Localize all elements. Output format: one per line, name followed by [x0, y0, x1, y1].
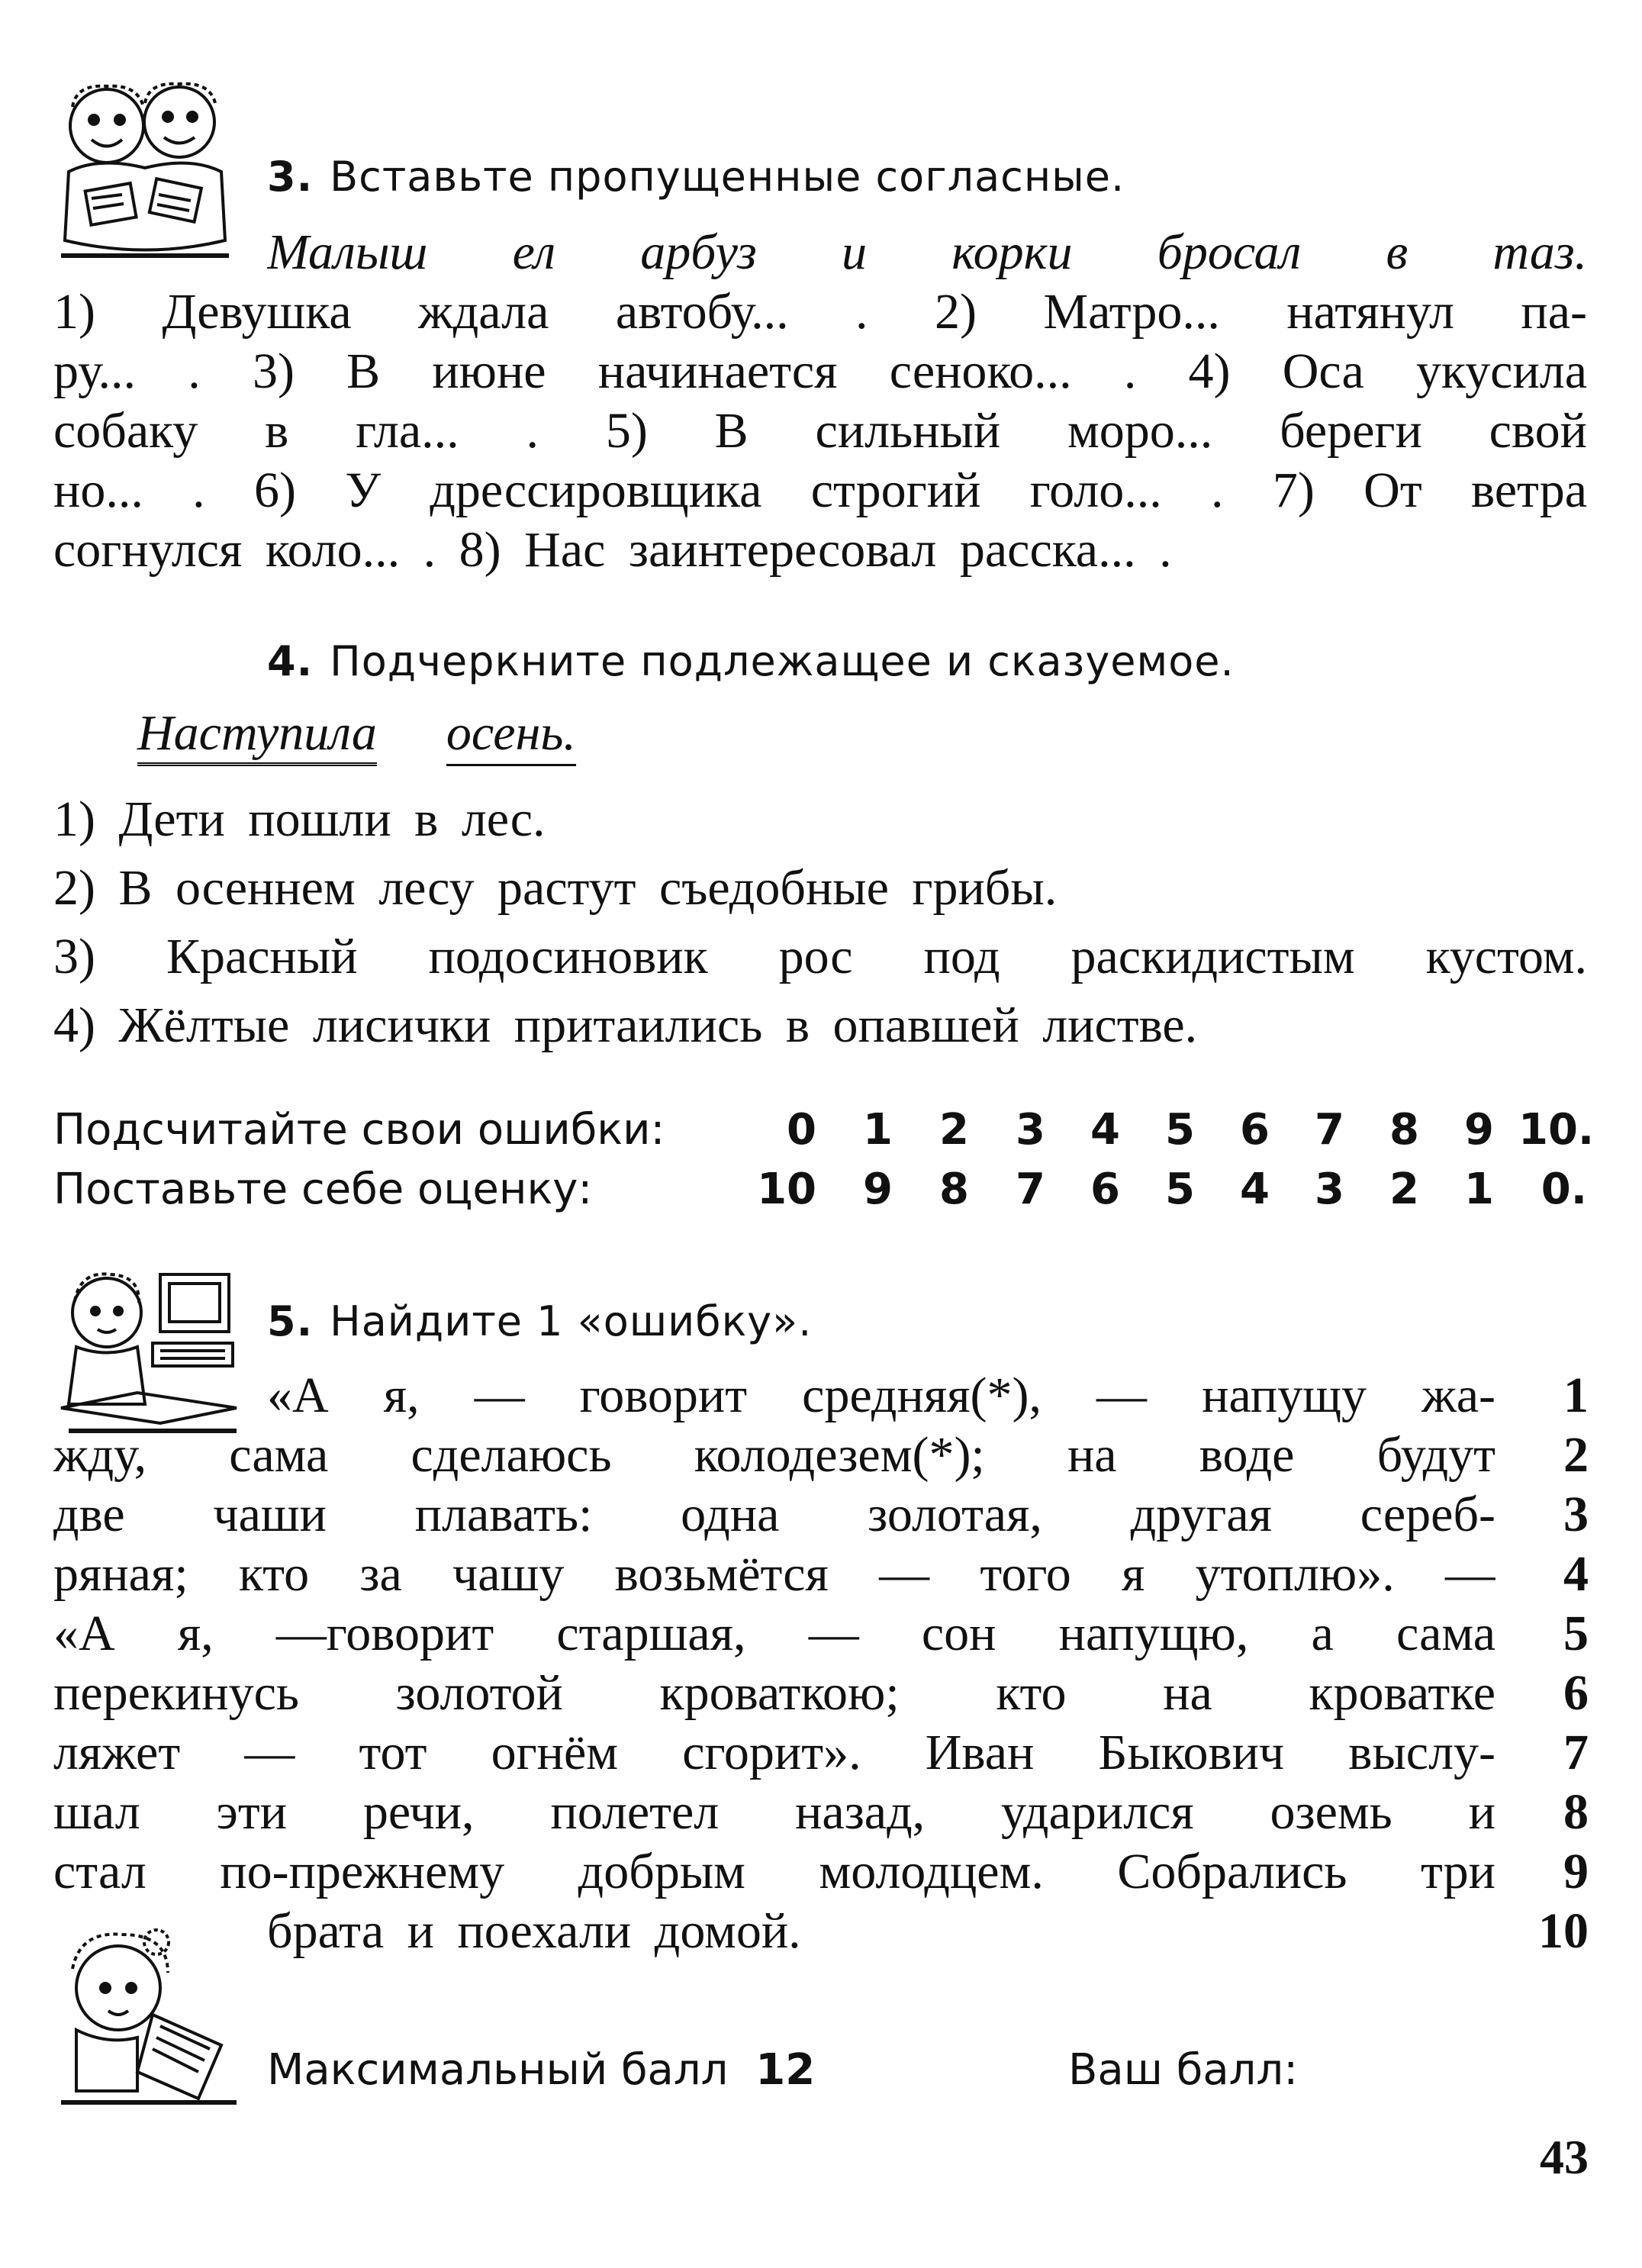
grade-value: 5 — [1165, 1165, 1195, 1214]
task4-example — [137, 704, 576, 763]
task4-header — [267, 637, 1235, 685]
line-number: 5 — [1563, 1606, 1589, 1661]
error-count: 7 — [1315, 1105, 1344, 1155]
error-count: 4 — [1090, 1105, 1120, 1155]
line-number: 2 — [1563, 1427, 1589, 1483]
task5-number: 5. — [267, 1297, 314, 1345]
error-count: 8 — [1389, 1105, 1419, 1155]
error-count: 6 — [1240, 1105, 1270, 1155]
error-count: 0 — [787, 1105, 816, 1155]
task3-line: ру... . 3) В июне начинается сеноко... . 4) Оса укусила — [53, 343, 1587, 399]
error-count: 9 — [1464, 1105, 1494, 1155]
boy-computer-icon — [46, 1259, 244, 1442]
task5-line: стал по-прежнему добрым молодцем. Собрались три — [53, 1844, 1496, 1899]
grade-value: 0. — [1541, 1165, 1587, 1214]
task5-line: ряная; кто за чашу возьмётся — того я утоплю». — — [53, 1546, 1496, 1602]
grade-value: 6 — [1090, 1165, 1120, 1214]
task3-line: собаку в гла... . 5) В сильный моро... береги свой — [53, 403, 1587, 459]
error-count: 10. — [1518, 1105, 1595, 1155]
your-score-label: Ваш балл: — [1068, 2045, 1299, 2095]
grade-value: 7 — [1016, 1165, 1045, 1214]
max-score-label: Максимальный балл — [267, 2045, 729, 2095]
example-predicate: Наступила — [137, 705, 377, 766]
grade-label: Поставьте себе оценку: — [53, 1165, 593, 1214]
task4-item: 3) Красный подосиновик рос под раскидистым кустом. — [53, 929, 1587, 984]
task3-line: но... . 6) У дрессировщика строгий голо... . 7) От ветра — [53, 462, 1587, 518]
task5-line: ляжет — тот огнём сгорит». Иван Быкович выслу- — [53, 1725, 1496, 1780]
example-word: бросал — [1157, 224, 1302, 280]
grade-value: 4 — [1240, 1165, 1270, 1214]
example-word: корки — [951, 224, 1073, 280]
task5-line: две чаши плавать: одна золотая, другая сереб- — [53, 1487, 1496, 1542]
line-number: 1 — [1563, 1368, 1589, 1423]
grade-value: 3 — [1315, 1165, 1344, 1214]
task5-line: «А я, — говорит средняя(*), — напущу жа- — [267, 1368, 1496, 1423]
line-number: 3 — [1563, 1487, 1589, 1542]
task5-line: жду, сама сделаюсь колодезем(*); на воде будут — [53, 1427, 1496, 1483]
task5-line: перекинусь золотой кроваткою; кто на кроватке — [53, 1665, 1496, 1721]
line-number: 6 — [1563, 1665, 1589, 1721]
girl-book-icon — [46, 1915, 244, 2114]
task4-item: 4) Жёлтые лисички притаились в опавшей листве. — [53, 997, 1198, 1053]
task3-instruction: Вставьте пропущенные согласные. — [330, 153, 1125, 201]
task3-number: 3. — [267, 153, 314, 201]
task5-instruction: Найдите 1 «ошибку». — [330, 1297, 813, 1345]
error-count: 1 — [863, 1105, 893, 1155]
grade-value: 10 — [757, 1165, 816, 1214]
task3-header — [267, 153, 1125, 201]
task3-line: 1) Девушка ждала автобу... . 2) Матро... натянул па- — [53, 284, 1587, 340]
error-count: 5 — [1165, 1105, 1195, 1155]
line-number: 8 — [1563, 1784, 1589, 1840]
max-score-value: 12 — [755, 2045, 816, 2095]
task4-item: 2) В осеннем лесу растут съедобные грибы. — [53, 860, 1058, 916]
line-number: 9 — [1563, 1844, 1589, 1899]
max-score — [267, 2045, 815, 2095]
grade-value: 2 — [1389, 1165, 1419, 1214]
task3-line: согнулся коло... . 8) Нас заинтересовал расска... . — [53, 522, 1172, 578]
task4-number: 4. — [267, 637, 314, 685]
task4-instruction: Подчеркните подлежащее и сказуемое. — [330, 637, 1235, 685]
line-number: 10 — [1538, 1903, 1589, 1959]
example-word: в — [1386, 224, 1409, 280]
example-word: арбуз — [640, 224, 757, 280]
task5-header — [267, 1297, 812, 1345]
line-number: 4 — [1563, 1546, 1589, 1602]
error-count: 2 — [939, 1105, 969, 1155]
task3-example — [267, 223, 1587, 282]
line-number: 7 — [1563, 1725, 1589, 1780]
children-cartoon-icon — [46, 72, 244, 271]
example-word: таз. — [1492, 224, 1587, 280]
example-word: и — [841, 224, 867, 280]
example-word: ел — [512, 224, 556, 280]
example-subject: осень. — [446, 705, 576, 766]
grade-value: 9 — [863, 1165, 893, 1214]
error-count: 3 — [1016, 1105, 1045, 1155]
task5-line: шал эти речи, полетел назад, ударился оземь и — [53, 1784, 1496, 1840]
task5-line: брата и поехали домой. — [267, 1903, 801, 1959]
grade-value: 1 — [1464, 1165, 1494, 1214]
grade-value: 8 — [939, 1165, 969, 1214]
page-number: 43 — [1540, 2130, 1589, 2184]
example-word: Малыш — [267, 224, 428, 280]
task4-item: 1) Дети пошли в лес. — [53, 791, 546, 847]
errors-label: Подсчитайте свои ошибки: — [53, 1105, 665, 1155]
task5-line: «А я, —говорит старшая, — сон напущю, а сама — [53, 1606, 1496, 1661]
